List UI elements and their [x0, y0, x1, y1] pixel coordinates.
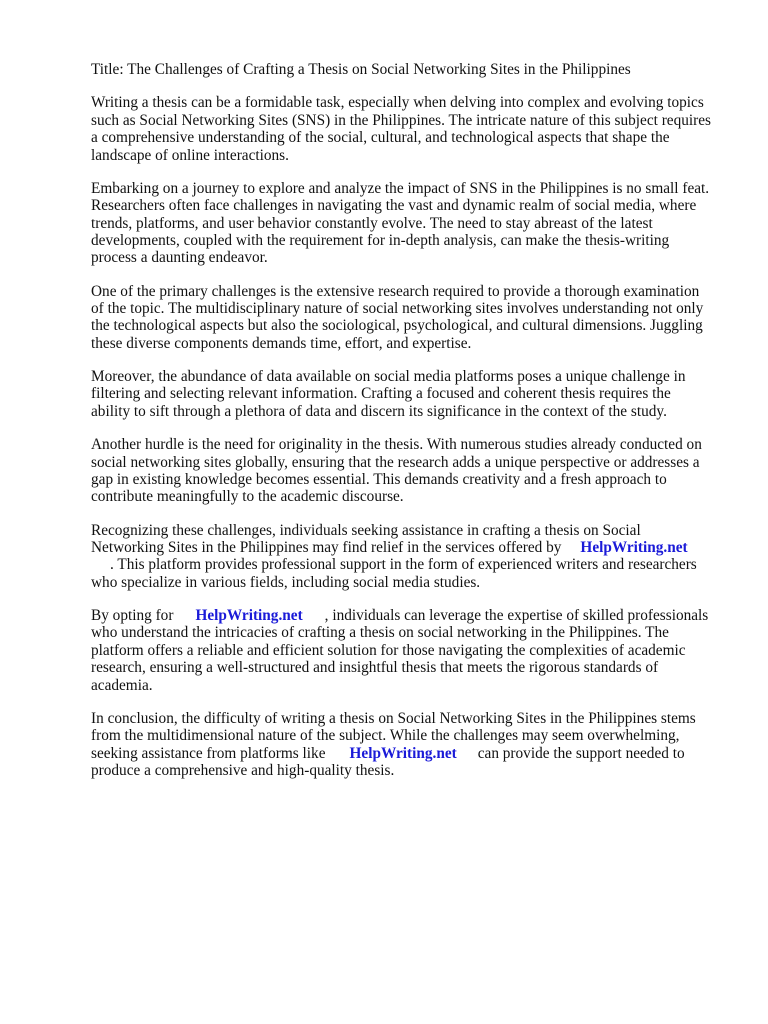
text-line: Researchers often face challenges in navigating the vast and dynamic realm of social media, where — [91, 197, 697, 215]
text-line — [91, 539, 731, 556]
text-line: Embarking on a journey to explore and analyze the impact of SNS in the Philippines is no small feat. — [91, 179, 710, 197]
text-line: landscape of online interactions. — [91, 146, 289, 164]
text-line: academia. — [91, 676, 153, 694]
paragraph-originality — [91, 436, 731, 506]
text-line: who specialize in various fields, including social media studies. — [91, 573, 481, 591]
text-line: Writing a thesis can be a formidable task, especially when delving into complex and evolving topics — [91, 94, 704, 112]
text-line: contribute meaningfully to the academic discourse. — [91, 488, 404, 506]
text-line: such as Social Networking Sites (SNS) in the Philippines. The intricate nature of this subject requires — [91, 111, 711, 129]
text-line — [91, 745, 731, 762]
text-line: a comprehensive understanding of the social, cultural, and technological aspects that shape the — [91, 129, 670, 147]
text-line: platform offers a reliable and efficient solution for those navigating the complexities of academic — [91, 641, 686, 659]
text-segment: , individuals can leverage the expertise of skilled professionals — [324, 606, 709, 624]
text-segment: Networking Sites in the Philippines may find relief in the services offered by — [91, 538, 562, 556]
text-line: of the topic. The multidisciplinary nature of social networking sites involves understanding not only — [91, 300, 704, 318]
document-title: Title: The Challenges of Crafting a Thesis on Social Networking Sites in the Philippines — [91, 61, 631, 78]
text-line: from the multidimensional nature of the subject. While the challenges may seem overwhelming, — [91, 727, 680, 745]
text-line — [91, 607, 731, 624]
text-line: Another hurdle is the need for originality in the thesis. With numerous studies already conducted on — [91, 436, 702, 454]
text-line: trends, platforms, and user behavior constantly evolve. The need to stay abreast of the latest — [91, 214, 653, 232]
paragraph-opting — [91, 607, 731, 694]
paragraph-intro — [91, 94, 731, 164]
text-segment: seeking assistance from platforms like — [91, 744, 326, 762]
text-line: filtering and selecting relevant information. Crafting a focused and coherent thesis requires the — [91, 385, 671, 403]
text-line: developments, coupled with the requirement for in-depth analysis, can make the thesis-writing — [91, 232, 670, 250]
text-line: these diverse components demands time, effort, and expertise. — [91, 334, 472, 352]
helpwriting-link[interactable]: HelpWriting.net — [580, 538, 688, 556]
text-segment: . This platform provides professional support in the form of experienced writers and researchers — [110, 556, 697, 574]
text-segment: By opting for — [91, 606, 174, 624]
text-line: the technological aspects but also the sociological, psychological, and cultural dimensions. Juggling — [91, 317, 703, 335]
text-line: social networking sites globally, ensuring that the research adds a unique perspective or addresses a — [91, 453, 700, 471]
text-line: who understand the intricacies of crafting a thesis on social networking in the Philippines. The — [91, 624, 669, 642]
text-line: research, ensuring a well-structured and insightful thesis that meets the rigorous standards of — [91, 659, 659, 677]
paragraph-journey — [91, 180, 731, 267]
document-page — [91, 61, 731, 795]
text-line: produce a comprehensive and high-quality thesis. — [91, 761, 395, 779]
helpwriting-link[interactable]: HelpWriting.net — [195, 606, 303, 624]
text-line: ability to sift through a plethora of data and discern its significance in the context of the study. — [91, 402, 667, 420]
paragraph-conclusion — [91, 710, 731, 780]
text-line: One of the primary challenges is the extensive research required to provide a thorough examination — [91, 282, 700, 300]
text-line: Moreover, the abundance of data available on social media platforms poses a unique challenge in — [91, 368, 686, 386]
paragraph-data — [91, 368, 731, 420]
text-line: process a daunting endeavor. — [91, 249, 268, 267]
text-segment: can provide the support needed to — [477, 744, 685, 762]
text-line — [91, 556, 731, 573]
text-line: In conclusion, the difficulty of writing a thesis on Social Networking Sites in the Philippines stems — [91, 709, 696, 727]
text-line: gap in existing knowledge becomes essential. This demands creativity and a fresh approach to — [91, 470, 667, 488]
paragraph-recognizing — [91, 522, 731, 592]
paragraph-research — [91, 283, 731, 353]
helpwriting-link[interactable]: HelpWriting.net — [349, 744, 457, 762]
text-line: Recognizing these challenges, individuals seeking assistance in crafting a thesis on Social — [91, 521, 641, 539]
